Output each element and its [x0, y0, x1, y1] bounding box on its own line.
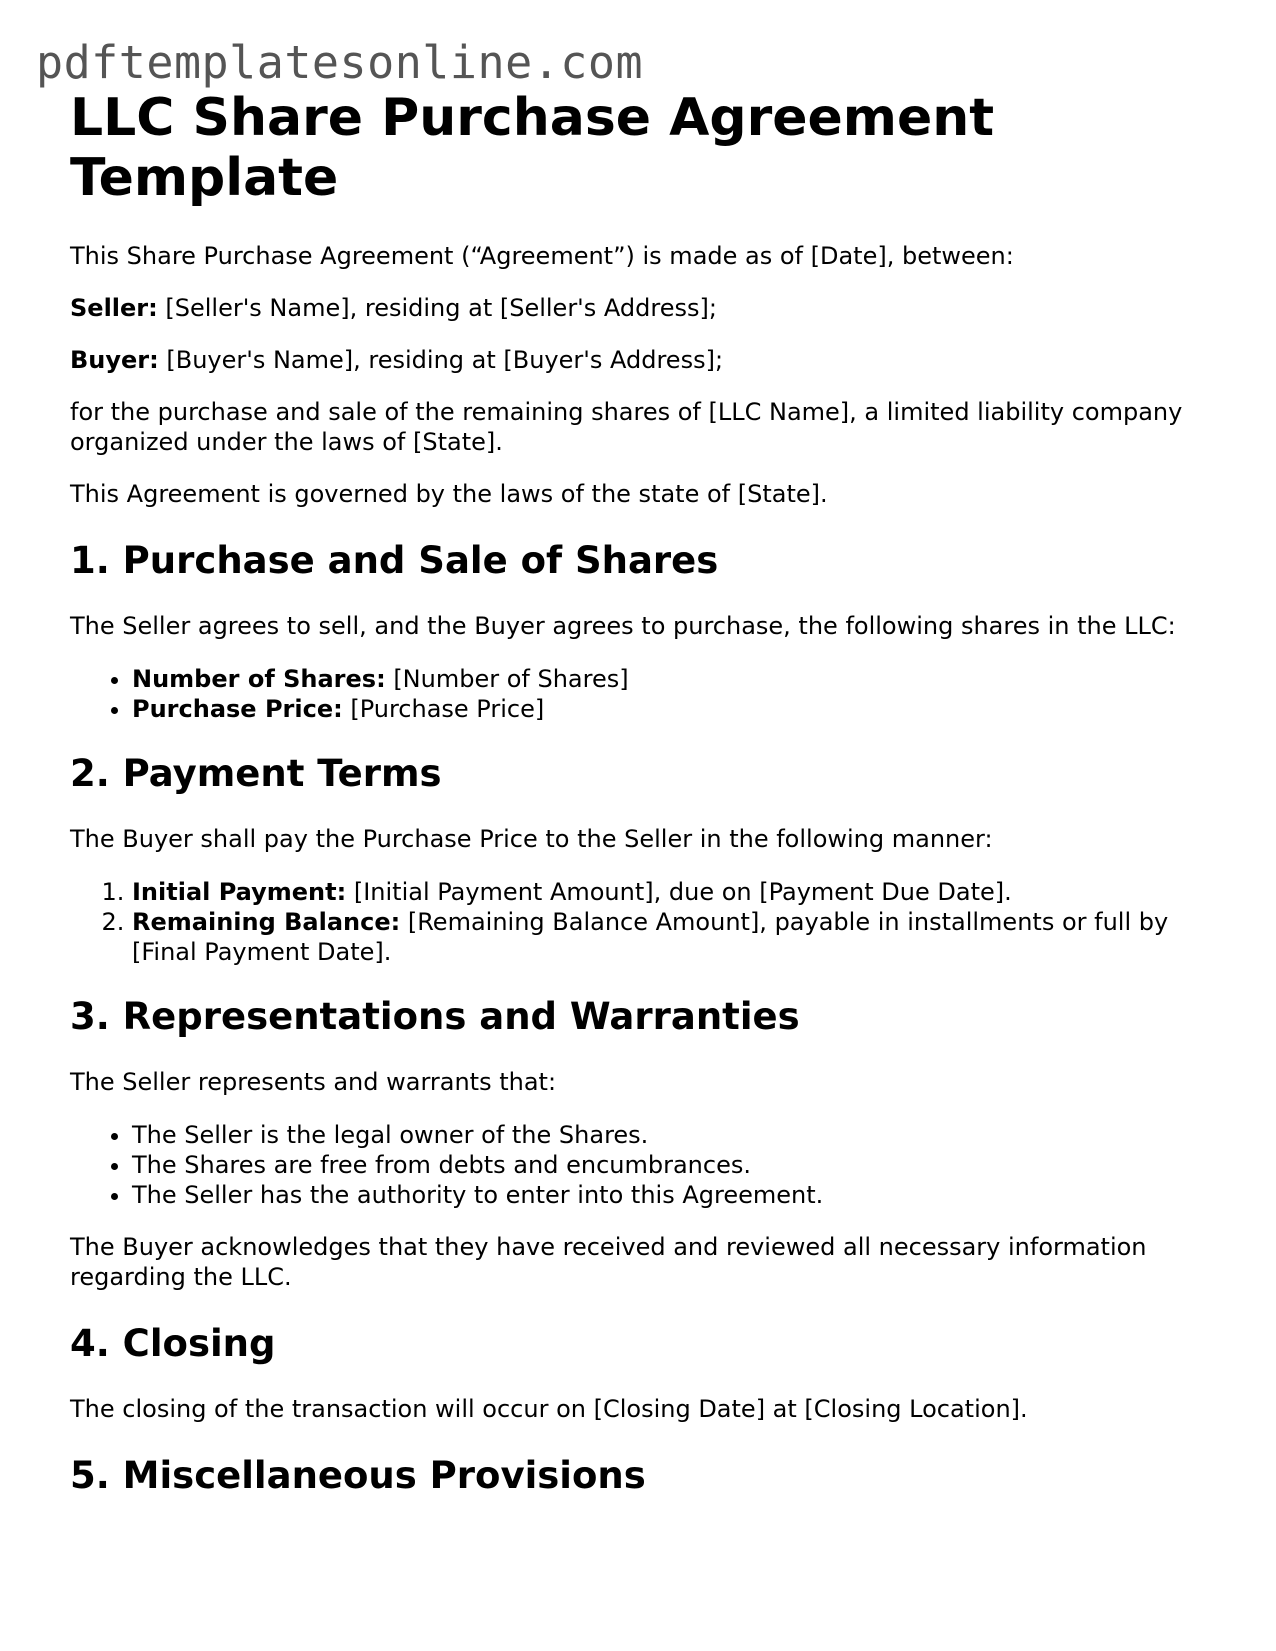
item-text: [Purchase Price]: [342, 695, 545, 723]
section-4-heading: 4. Closing: [70, 1322, 276, 1365]
intro-paragraph: This Share Purchase Agreement (“Agreement”) is made as of [Date], between:: [70, 242, 1014, 270]
list-item: [132, 694, 1220, 724]
item-label: Remaining Balance:: [132, 908, 401, 936]
buyer-acknowledgement: The Buyer acknowledges that they have received and reviewed all necessary information regarding the LLC.: [70, 1233, 1147, 1291]
list-item: • The Seller has the authority to enter into this Agreement.: [132, 1180, 1220, 1210]
section-5-heading: 5. Miscellaneous Provisions: [70, 1454, 646, 1497]
section-3-heading: 3. Representations and Warranties: [70, 995, 800, 1038]
section-3-list: [70, 1120, 1220, 1210]
purpose-paragraph: for the purchase and sale of the remaining shares of [LLC Name], a limited liability company organized under the laws of [State].: [70, 398, 1183, 456]
item-label: Initial Payment:: [132, 878, 347, 906]
list-item: [132, 907, 1220, 967]
list-item: • The Shares are free from debts and encumbrances.: [132, 1150, 1220, 1180]
item-label: Number of Shares:: [132, 665, 386, 693]
buyer-label: Buyer:: [70, 346, 159, 374]
seller-label: Seller:: [70, 294, 158, 322]
buyer-text: [Buyer's Name], residing at [Buyer's Address];: [158, 346, 724, 374]
list-item: [132, 877, 1220, 907]
section-1-list: [70, 664, 1220, 724]
seller-line: [70, 293, 1220, 323]
item-text: [Remaining Balance Amount], payable in installments or full by [Final Payment Date].: [132, 908, 1169, 966]
section-2-heading: 2. Payment Terms: [70, 752, 442, 795]
buyer-line: [70, 345, 1220, 375]
section-4-text: The closing of the transaction will occur on [Closing Date] at [Closing Location].: [70, 1395, 1028, 1423]
section-1-heading: 1. Purchase and Sale of Shares: [70, 539, 719, 582]
document-title: LLC Share Purchase Agreement Template: [70, 88, 995, 208]
item-label: Purchase Price:: [132, 695, 343, 723]
section-2-text: The Buyer shall pay the Purchase Price to the Seller in the following manner:: [70, 825, 993, 853]
watermark: pdftemplatesonline.com: [36, 36, 644, 89]
section-3-text: The Seller represents and warrants that:: [70, 1068, 557, 1096]
section-1-text: The Seller agrees to sell, and the Buyer agrees to purchase, the following shares in the LLC:: [70, 612, 1176, 640]
document-body: [70, 88, 1220, 1498]
item-text: [Initial Payment Amount], due on [Payment Due Date].: [346, 878, 1012, 906]
item-text: [Number of Shares]: [385, 665, 629, 693]
seller-text: [Seller's Name], residing at [Seller's Address];: [157, 294, 717, 322]
governing-law-paragraph: This Agreement is governed by the laws of the state of [State].: [70, 480, 828, 508]
section-2-list: [70, 877, 1220, 967]
list-item: [132, 664, 1220, 694]
list-item: • The Seller is the legal owner of the Shares.: [132, 1120, 1220, 1150]
